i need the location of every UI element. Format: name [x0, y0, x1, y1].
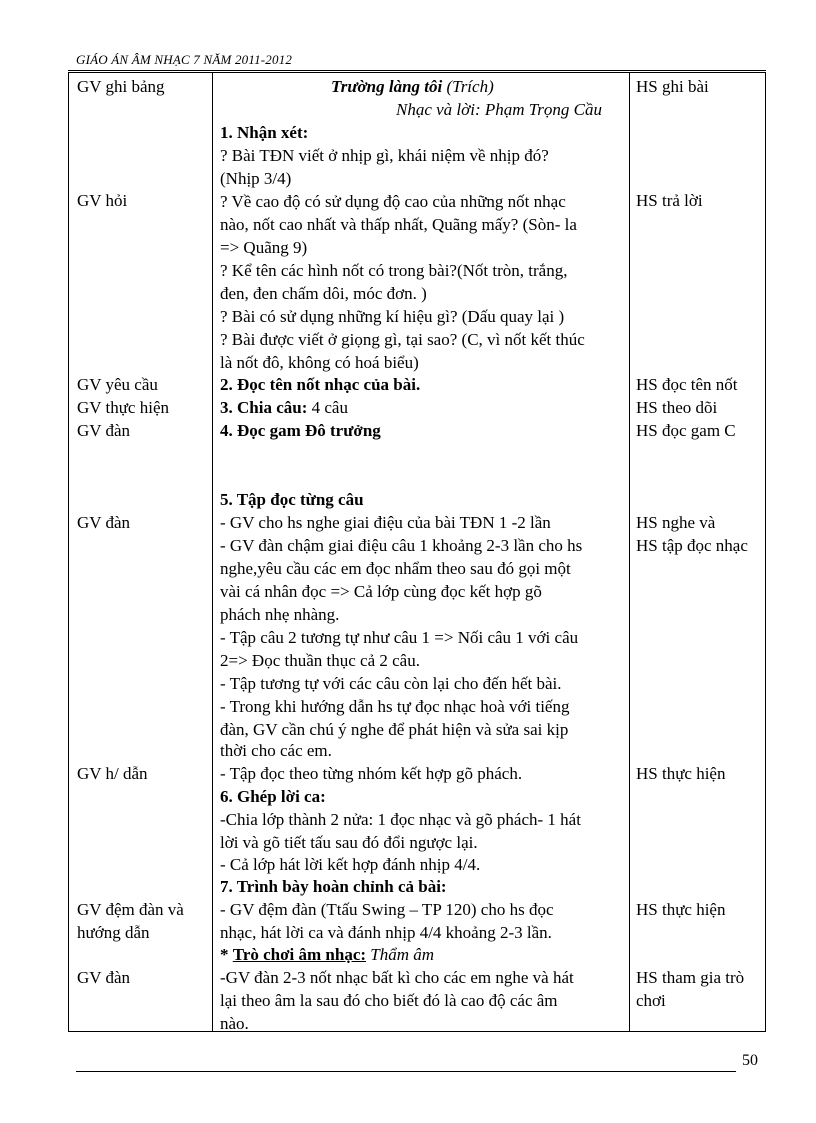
content-line: - Tập đọc theo từng nhóm kết hợp gõ phách. [220, 764, 523, 783]
section-heading: 6. Ghép lời ca: [220, 787, 326, 806]
song-title-note: (Trích) [446, 77, 494, 96]
teacher-activity: GV đàn [77, 421, 131, 440]
game-heading [220, 943, 434, 966]
footer-rule [76, 1071, 736, 1072]
content-line: - GV cho hs nghe giai điệu của bài TĐN 1 -2 lần [220, 513, 551, 532]
student-activity: HS tham gia trò [636, 968, 745, 987]
content-line: ? Bài có sử dụng những kí hiệu gì? (Dấu quay lại ) [220, 307, 565, 326]
student-activity: HS thực hiện [636, 764, 726, 783]
student-activity: HS tập đọc nhạc [636, 536, 748, 555]
content-line: (Nhịp 3/4) [220, 169, 292, 188]
song-title-line [331, 75, 494, 98]
lesson-table [68, 72, 766, 1032]
content-line: thời cho các em. [220, 741, 332, 760]
section-heading: 3. Chia câu: [220, 398, 308, 417]
content-line: - GV đệm đàn (Ttấu Swing – TP 120) cho hs đọc [220, 900, 554, 919]
content-line: -GV đàn 2-3 nốt nhạc bất kì cho các em nghe và hát [220, 968, 574, 987]
student-activity: HS trả lời [636, 191, 703, 210]
content-line: đàn, GV cần chú ý nghe để phát hiện và sửa sai kịp [220, 720, 569, 739]
content-line: nào. [220, 1014, 249, 1033]
content-line: ? Kể tên các hình nốt có trong bài?(Nốt tròn, trắng, [220, 261, 568, 280]
content-line: nhạc, hát lời ca và đánh nhịp 4/4 khoảng 2-3 lần. [220, 923, 552, 942]
content-line: - GV đàn chậm giai điệu câu 1 khoảng 2-3 lần cho hs [220, 536, 583, 555]
header-rule [68, 70, 766, 71]
student-activity: HS nghe và [636, 513, 716, 532]
column-divider [212, 73, 213, 1031]
content-line: nghe,yêu cầu các em đọc nhẩm theo sau đó gọi một [220, 559, 571, 578]
teacher-activity: GV h/ dẫn [77, 764, 148, 783]
song-title: Trường làng tôi [331, 77, 443, 96]
teacher-activity: GV yêu cầu [77, 375, 158, 394]
teacher-activity: GV đàn [77, 968, 131, 987]
content-line: đen, đen chấm dôi, móc đơn. ) [220, 284, 427, 303]
teacher-activity: GV thực hiện [77, 398, 169, 417]
teacher-activity: GV đệm đàn và [77, 900, 184, 919]
content-line: ? Bài TĐN viết ở nhịp gì, khái niệm về nhịp đó? [220, 146, 549, 165]
content-line: - Tập câu 2 tương tự như câu 1 => Nối câu 1 với câu [220, 628, 579, 647]
student-activity: chơi [636, 991, 666, 1010]
teacher-activity: GV ghi bảng [77, 77, 165, 96]
section-heading: 5. Tập đọc từng câu [220, 490, 364, 509]
section-heading: 4. Đọc gam Đô trưởng [220, 421, 381, 440]
column-divider [629, 73, 630, 1031]
section-heading: 2. Đọc tên nốt nhạc của bài. [220, 375, 421, 394]
content-line: lại theo âm la sau đó cho biết đó là cao độ các âm [220, 991, 558, 1010]
document-header: GIÁO ÁN ÂM NHẠC 7 NĂM 2011-2012 [76, 52, 293, 67]
section-text: 4 câu [307, 398, 348, 417]
content-line: ? Bài được viết ở giọng gì, tại sao? (C, vì nốt kết thúc [220, 330, 585, 349]
content-line: ? Về cao độ có sử dụng độ cao của những nốt nhạc [220, 192, 566, 211]
section-line [220, 396, 348, 419]
star-bullet: * [220, 945, 229, 964]
teacher-activity: GV đàn [77, 513, 131, 532]
content-line: => Quãng 9) [220, 238, 308, 257]
content-line: 2=> Đọc thuần thục cả 2 câu. [220, 651, 420, 670]
teacher-activity: GV hỏi [77, 191, 128, 210]
section-heading: 7. Trình bày hoàn chỉnh cả bài: [220, 877, 447, 896]
game-label: Trò chơi âm nhạc: [232, 945, 367, 964]
content-line: lời và gõ tiết tấu sau đó đổi ngược lại. [220, 833, 478, 852]
student-activity: HS theo dõi [636, 398, 718, 417]
content-line: là nốt đô, không có hoá biểu) [220, 353, 419, 372]
student-activity: HS đọc gam C [636, 421, 736, 440]
student-activity: HS ghi bài [636, 77, 709, 96]
content-line: phách nhẹ nhàng. [220, 605, 340, 624]
content-line: - Tập tương tự với các câu còn lại cho đến hết bài. [220, 674, 562, 693]
page-number: 50 [742, 1052, 758, 1069]
student-activity: HS đọc tên nốt [636, 375, 738, 394]
content-line: - Cả lớp hát lời kết hợp đánh nhịp 4/4. [220, 855, 481, 874]
section-heading: 1. Nhận xét: [220, 123, 309, 142]
content-line: nào, nốt cao nhất và thấp nhất, Quãng mấy? (Sòn- la [220, 215, 577, 234]
game-name: Thẩm âm [370, 945, 435, 964]
student-activity: HS thực hiện [636, 900, 726, 919]
content-line: - Trong khi hướng dẫn hs tự đọc nhạc hoà với tiếng [220, 697, 570, 716]
teacher-activity: hướng dẫn [77, 923, 150, 942]
song-author: Nhạc và lời: Phạm Trọng Cầu [396, 100, 602, 119]
content-line: vài cá nhân đọc => Cả lớp cùng đọc kết hợp gõ [220, 582, 542, 601]
content-line: -Chia lớp thành 2 nửa: 1 đọc nhạc và gõ phách- 1 hát [220, 810, 581, 829]
